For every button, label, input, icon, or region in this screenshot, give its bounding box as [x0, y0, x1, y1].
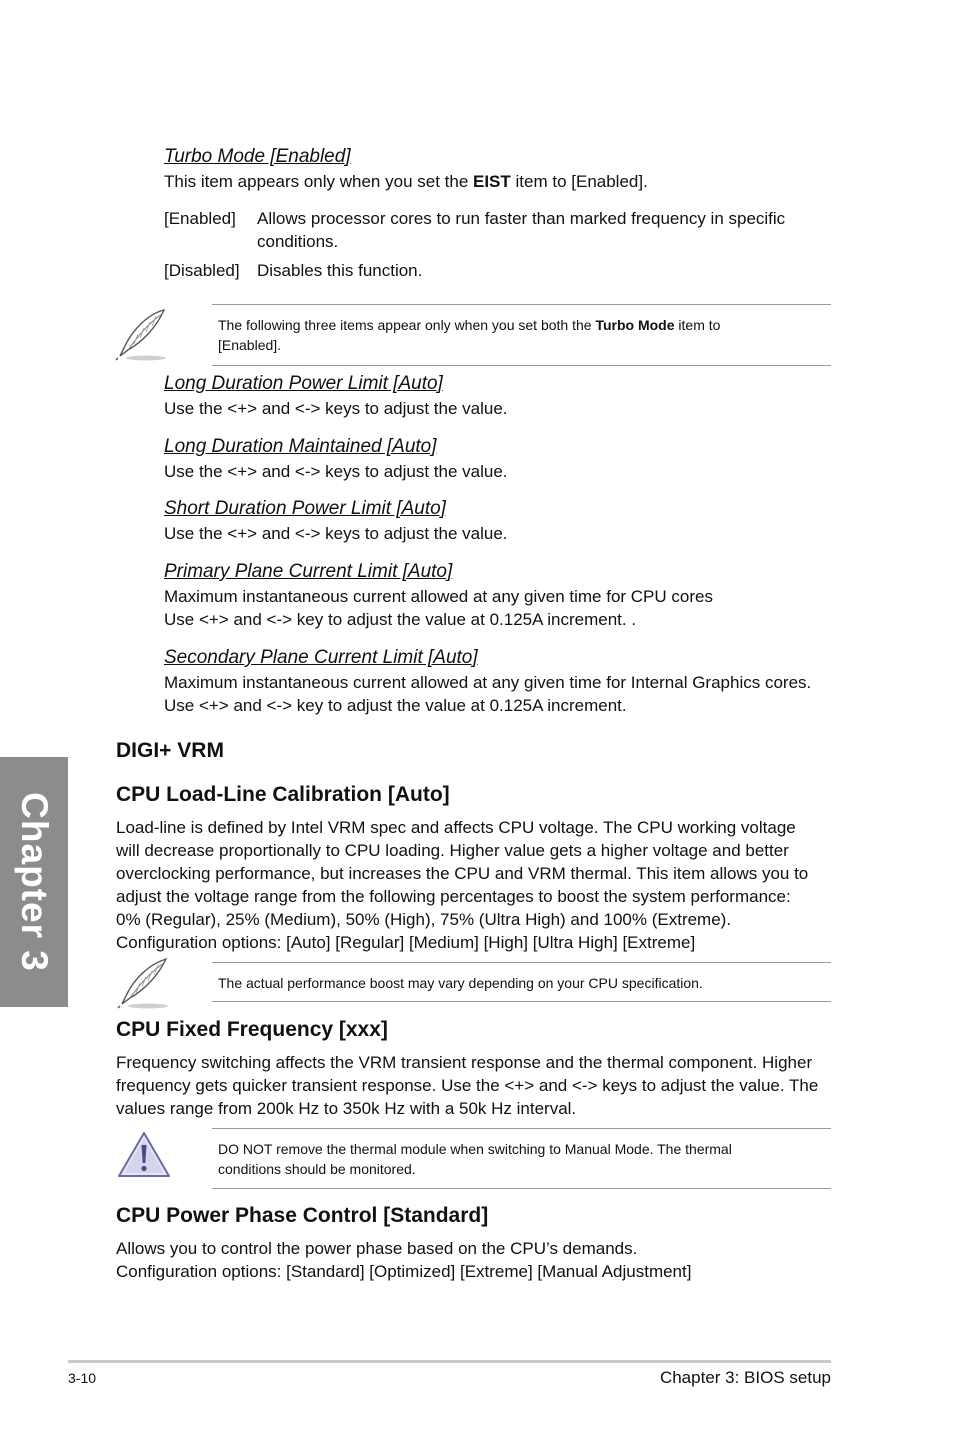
footer-chapter-title: Chapter 3: BIOS setup	[659, 1368, 831, 1387]
paragraph-line: Allows you to control the power phase based on the CPU’s demands.	[116, 1239, 638, 1258]
item-desc: Use the <+> and <-> keys to adjust the value.	[164, 399, 508, 418]
note1-post: item to	[674, 317, 721, 333]
turbo-desc-bold: EIST	[473, 172, 511, 191]
warning-bottom-rule	[212, 1188, 831, 1189]
turbo-desc-post: item to [Enabled].	[510, 172, 648, 191]
load-line-description	[116, 816, 836, 954]
pen-note-icon	[112, 306, 172, 364]
section-heading-power-phase: CPU Power Phase Control [Standard]	[116, 1204, 489, 1227]
paragraph-line: will decrease proportionally to CPU loading. Higher value gets a higher voltage and better	[116, 841, 789, 860]
paragraph-line: Load-line is defined by Intel VRM spec and affects CPU voltage. The CPU working voltage	[116, 818, 796, 837]
section-heading-digi-vrm: DIGI+ VRM	[116, 739, 224, 762]
note1-text-line1	[218, 315, 720, 335]
item-desc: Use <+> and <-> key to adjust the value at 0.125A increment. .	[164, 610, 637, 629]
item-title-short-duration-power-limit: Short Duration Power Limit [Auto]	[164, 498, 446, 519]
turbo-mode-description	[164, 170, 648, 193]
footer-rule	[68, 1360, 831, 1363]
paragraph-line: values range from 200k Hz to 350k Hz with a 50k Hz interval.	[116, 1099, 577, 1118]
item-desc: Maximum instantaneous current allowed at any given time for CPU cores	[164, 587, 713, 606]
paragraph-line: Configuration options: [Auto] [Regular] [Medium] [High] [Ultra High] [Extreme]	[116, 933, 696, 952]
page-number: 3-10	[68, 1370, 97, 1386]
chapter-side-tab	[0, 757, 68, 1007]
note1-text-line2: [Enabled].	[218, 337, 282, 353]
item-title-secondary-plane-current-limit: Secondary Plane Current Limit [Auto]	[164, 647, 478, 668]
option-disabled-key: [Disabled]	[164, 261, 240, 280]
note1-pre: The following three items appear only when you set both the	[218, 317, 596, 333]
paragraph-line: 0% (Regular), 25% (Medium), 50% (High), 75% (Ultra High) and 100% (Extreme).	[116, 910, 732, 929]
note2-bottom-rule	[212, 1001, 831, 1002]
warning-top-rule	[212, 1128, 831, 1129]
item-title-primary-plane-current-limit: Primary Plane Current Limit [Auto]	[164, 561, 453, 582]
note1-bold: Turbo Mode	[595, 317, 675, 333]
item-desc: Use the <+> and <-> keys to adjust the value.	[164, 462, 508, 481]
option-enabled-text-2: conditions.	[257, 232, 339, 251]
fixed-frequency-description	[116, 1051, 836, 1120]
paragraph-line: Configuration options: [Standard] [Optimized] [Extreme] [Manual Adjustment]	[116, 1262, 692, 1281]
option-enabled-key: [Enabled]	[164, 209, 236, 228]
paragraph-line: overclocking performance, but increases the CPU and VRM thermal. This item allows you to	[116, 864, 809, 883]
chapter-tab-label: Chapter 3	[14, 792, 55, 972]
item-desc: Use the <+> and <-> keys to adjust the value.	[164, 524, 508, 543]
section-heading-fixed-frequency: CPU Fixed Frequency [xxx]	[116, 1018, 388, 1041]
paragraph-line: Frequency switching affects the VRM transient response and the thermal component. Higher	[116, 1053, 813, 1072]
pen-note-icon	[114, 956, 174, 1010]
note1-top-rule	[212, 304, 831, 305]
note2-top-rule	[212, 962, 831, 963]
warning-text-line2: conditions should be monitored.	[218, 1161, 416, 1177]
option-disabled-text: Disables this function.	[257, 261, 423, 280]
item-desc: Maximum instantaneous current allowed at any given time for Internal Graphics cores.	[164, 673, 812, 692]
power-phase-description	[116, 1237, 836, 1283]
paragraph-line: adjust the voltage range from the following percentages to boost the system performance:	[116, 887, 791, 906]
item-title-long-duration-maintained: Long Duration Maintained [Auto]	[164, 436, 437, 457]
turbo-desc-pre: This item appears only when you set the	[164, 172, 473, 191]
item-title-long-duration-power-limit: Long Duration Power Limit [Auto]	[164, 373, 443, 394]
warning-icon	[116, 1130, 172, 1180]
section-heading-load-line: CPU Load-Line Calibration [Auto]	[116, 783, 450, 806]
note1-bottom-rule	[212, 365, 831, 366]
turbo-mode-title: Turbo Mode [Enabled]	[164, 146, 351, 167]
note2-text: The actual performance boost may vary depending on your CPU specification.	[218, 975, 703, 991]
warning-text-line1: DO NOT remove the thermal module when switching to Manual Mode. The thermal	[218, 1141, 732, 1157]
option-enabled-text-1: Allows processor cores to run faster than marked frequency in specific	[257, 209, 786, 228]
item-desc: Use <+> and <-> key to adjust the value at 0.125A increment.	[164, 696, 627, 715]
paragraph-line: frequency gets quicker transient response. Use the <+> and <-> keys to adjust the value. The	[116, 1076, 819, 1095]
